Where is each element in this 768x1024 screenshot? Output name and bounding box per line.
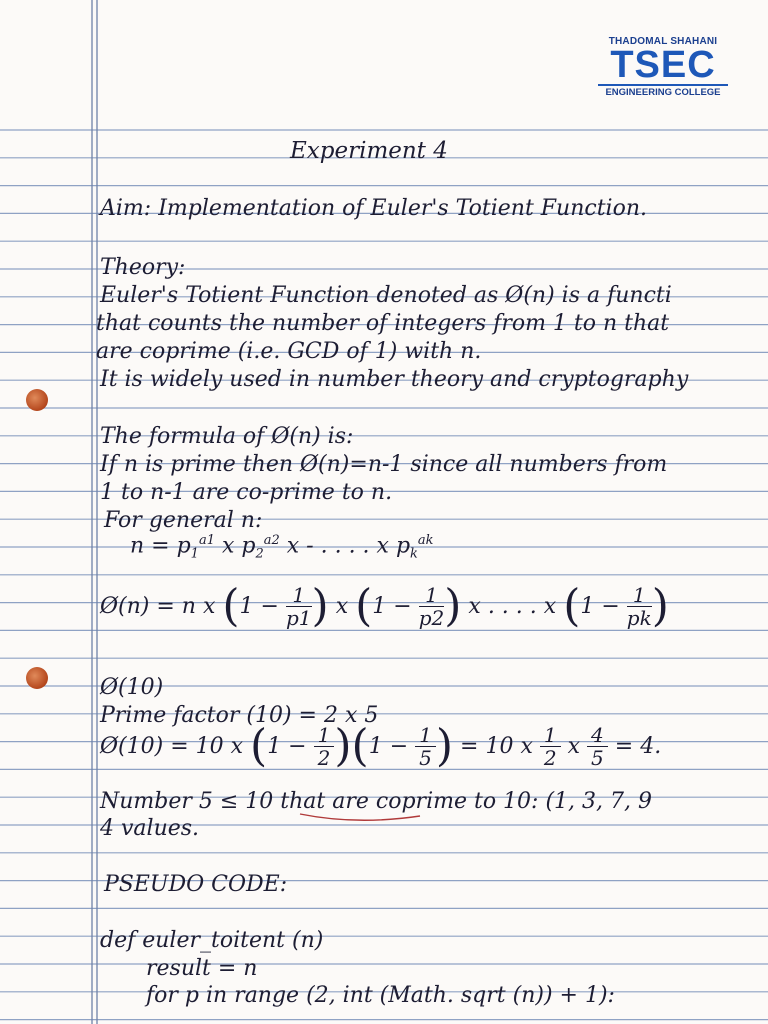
calc-one-minus-2: 1 − [368,734,409,759]
theory-heading: Theory: [100,255,186,280]
calc-den-5: 5 [419,746,432,770]
theory-line-4: It is widely used in number theory and cryptography [100,367,689,392]
binder-hole-lower [26,667,48,689]
values-line: 4 values. [100,816,200,841]
general-n-expression: $n = p_1^{a1}$ x $p_2^{a2}$ x - . . . . x $p_k^{ak}$ [130,533,434,562]
calc-one-minus-1: 1 − [267,734,307,759]
calc-rhs: = 10 x [460,734,533,759]
phi-num-1: 1 [286,584,312,607]
phi-formula: Ø(n) = n x (1 − $\frac{1}{p1}$ ) x (1 − $\frac{1}{p2}$ ) x . . . . x (1 − $\frac{1}{pk}$ ) [100,580,669,632]
phi-den-pk: pk [626,606,652,630]
theory-line-3: are coprime (i.e. GCD of 1) with n. [96,339,482,364]
calc-half-num: 1 [540,724,561,747]
aim-line: Aim: Implementation of Euler's Totient Function. [100,196,648,221]
formula-line-general: For general n: [104,508,263,533]
exponent-a1: a1 [198,533,215,548]
general-n-lhs: n = p [130,533,191,559]
calc-num-1: 1 [314,724,335,747]
calc-den-2: 2 [317,746,331,770]
theory-line-2: that counts the number of integers from 1 to n that [96,311,670,336]
exponent-ak: ak [417,533,434,548]
phi-den-p2: p2 [418,606,445,630]
binder-hole-upper [26,389,48,411]
calc-result: = 4. [614,734,662,759]
phi-times: x [335,594,349,619]
logo-top-text: THADOMAL SHAHANI [608,36,718,47]
formula-heading: The formula of Ø(n) is: [100,424,354,449]
phi-one-minus-k: 1 − [580,594,620,619]
general-n-x2: x - . . . . x p [279,533,411,559]
college-logo [598,36,728,98]
calc-times: x [567,734,581,759]
pseudo-line-3: for p in range (2, int (Math. sqrt (n)) + 1): [146,983,615,1008]
phi-num-k: 1 [627,584,652,607]
general-n-x1: x p [214,533,256,559]
pseudo-line-2: result = n [146,956,258,981]
calc-num-2: 1 [415,724,436,747]
page-title: Experiment 4 [290,138,448,164]
prime-factor-line: Prime factor (10) = 2 x 5 [100,703,379,728]
formula-line-prime: If n is prime then Ø(n)=n-1 since all numbers from [100,452,668,477]
logo-bottom-text: ENGINEERING COLLEGE [598,84,728,98]
phi-lhs: Ø(n) = n x [100,594,216,619]
calc-half-den: 2 [543,746,557,770]
phi-den-p1: p1 [285,606,312,630]
pseudo-heading: PSEUDO CODE: [104,872,288,897]
phi-dots: x . . . . x [468,594,557,619]
coprime-numbers-line: Number 5 ≤ 10 that are coprime to 10: (1, 3, 7, 9 [100,789,652,814]
phi-num-2: 1 [419,584,445,607]
calc-four-den: 5 [591,746,604,770]
pseudo-line-1: def euler_toitent (n) [100,928,324,953]
phi-one-minus-2: 1 − [372,594,412,619]
theory-line-1: Euler's Totient Function denoted as Ø(n) is a functi [100,283,672,308]
formula-line-coprime: 1 to n-1 are co-prime to n. [100,480,393,505]
subscript-k: k [410,546,418,562]
exponent-a2: a2 [263,533,280,548]
calc-lhs: Ø(10) = 10 x [100,734,244,759]
phi-one-minus-1: 1 − [239,594,279,619]
example-heading: Ø(10) [100,675,164,700]
logo-main-text: TSEC [610,44,716,86]
example-calc: Ø(10) = 10 x (1 − $\frac{1}{2}$ )(1 − $\frac{1}{5}$ ) = 10 x $\frac{1}{2}$ x $\frac{4}{5}$ = 4. [100,720,662,772]
calc-four-num: 4 [587,724,608,747]
